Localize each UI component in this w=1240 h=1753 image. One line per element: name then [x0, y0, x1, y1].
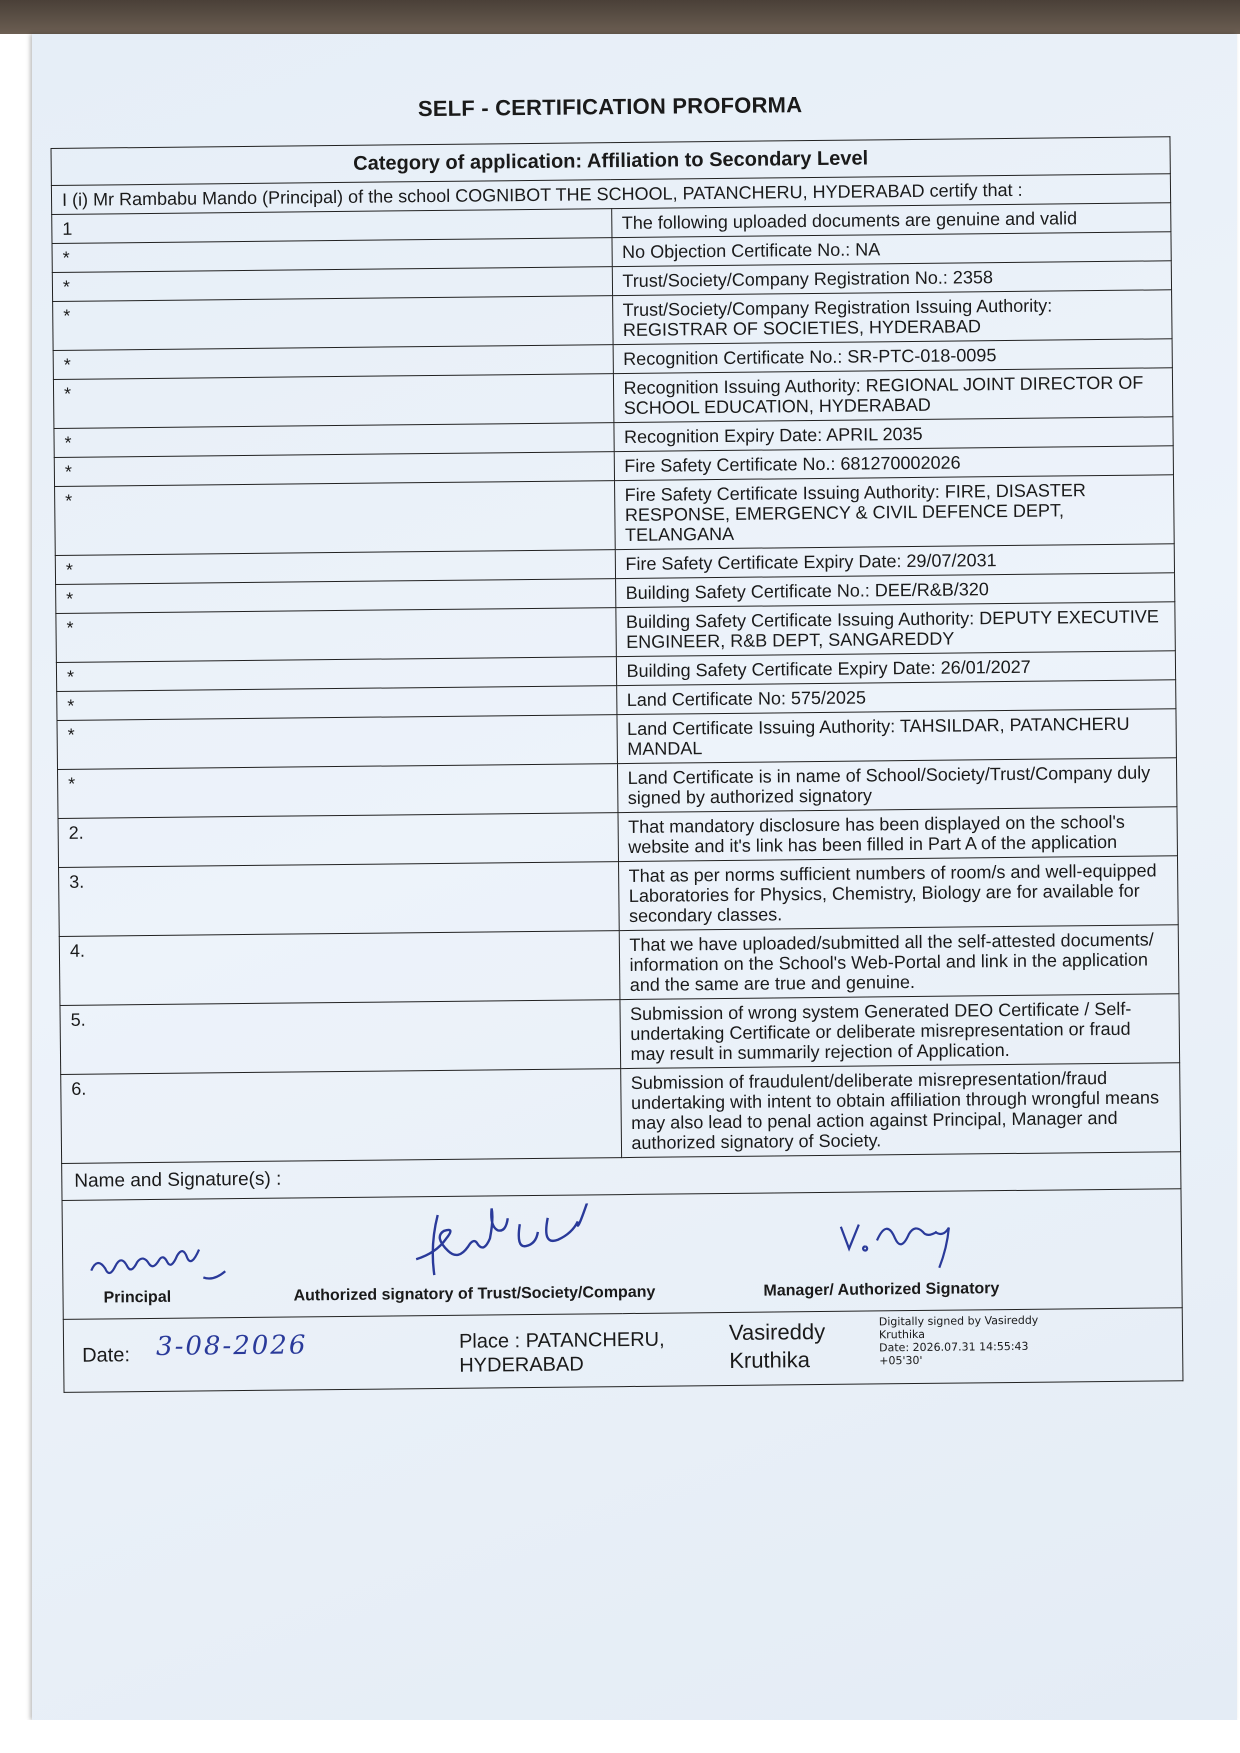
signature-block — [62, 1189, 1182, 1320]
row-number: * — [52, 238, 612, 273]
place-line-1: Place : PATANCHERU, — [458, 1328, 665, 1353]
digital-note-line-4: +05'30' — [879, 1353, 923, 1368]
row-number: * — [55, 481, 615, 556]
photo-background-bottom — [0, 1720, 1240, 1753]
row-number: * — [54, 452, 614, 487]
row-number: * — [56, 579, 616, 614]
row-text: Recognition Issuing Authority: REGIONAL JOINT DIRECTOR OF SCHOOL EDUCATION, HYDERABAD — [613, 368, 1173, 423]
row-text: That we have uploaded/submitted all the self-attested documents/ information on the School's Web-Portal and link in the application and the same are true and genuine. — [619, 925, 1179, 1000]
row-text: That mandatory disclosure has been displayed on the school's website and it's link has been filled in Part A of the application — [617, 807, 1177, 862]
row-text: No Objection Certificate No.: NA — [611, 232, 1171, 267]
principal-signature-icon — [85, 1239, 236, 1291]
row-text: Building Safety Certificate Expiry Date: 26/01/2027 — [616, 651, 1176, 686]
certification-table — [51, 136, 1184, 1393]
document-title: SELF - CERTIFICATION PROFORMA — [417, 92, 803, 122]
row-number: 2. — [58, 813, 618, 868]
table-row — [60, 994, 1180, 1075]
row-number: * — [54, 423, 614, 458]
row-number: 4. — [59, 931, 619, 1006]
manager-signature-icon — [833, 1211, 984, 1273]
row-text: Trust/Society/Company Registration Issuing Authority: REGISTRAR OF SOCIETIES, HYDERABAD — [612, 290, 1172, 345]
table-row — [59, 925, 1179, 1006]
digital-name-line-1: Vasireddy — [728, 1318, 826, 1345]
photo-background-top — [0, 0, 1240, 34]
row-number: * — [53, 374, 613, 429]
trust-signature-icon — [408, 1203, 619, 1285]
place-line-2: HYDERABAD — [459, 1353, 584, 1377]
table-row — [61, 1063, 1181, 1164]
row-number: 1 — [52, 209, 612, 244]
row-number: * — [57, 686, 617, 721]
row-text: Land Certificate No: 575/2025 — [616, 680, 1176, 715]
table-row — [59, 856, 1179, 937]
certification-intro: I (i) Mr Rambabu Mando (Principal) of the school COGNIBOT THE SCHOOL, PATANCHERU, HYDERABAD certify that : — [51, 174, 1170, 215]
digital-signature-note — [879, 1314, 1050, 1368]
row-number: * — [53, 345, 613, 380]
row-number: * — [58, 764, 618, 819]
principal-label: Principal — [103, 1288, 172, 1307]
row-text: Recognition Expiry Date: APRIL 2035 — [613, 417, 1173, 452]
digital-name-line-2: Kruthika — [729, 1347, 811, 1373]
row-number: 6. — [61, 1069, 621, 1164]
table-row — [55, 475, 1175, 556]
row-number: * — [56, 608, 616, 663]
row-number: * — [56, 657, 616, 692]
row-text: Submission of wrong system Generated DEO Certificate / Self-undertaking Certificate or deliberate misrepresentation or fraud may result in summarily rejection of Application. — [619, 994, 1179, 1069]
footer-row — [63, 1308, 1183, 1393]
row-number: * — [52, 267, 612, 302]
row-text: Land Certificate is in name of School/Society/Trust/Company duly signed by authorized signatory — [617, 758, 1177, 813]
row-text: Fire Safety Certificate Expiry Date: 29/07/2031 — [615, 544, 1175, 579]
row-number: * — [53, 296, 613, 351]
row-text: Trust/Society/Company Registration No.: 2358 — [612, 261, 1172, 296]
digital-note-line-1: Digitally signed by Vasireddy — [878, 1313, 1039, 1329]
place-field — [459, 1328, 665, 1378]
trust-signatory-label: Authorized signatory of Trust/Society/Company — [293, 1283, 656, 1305]
row-text: Building Safety Certificate No.: DEE/R&B/320 — [615, 573, 1175, 608]
digital-note-line-2: Kruthika — [878, 1327, 926, 1342]
digital-signer-name — [729, 1318, 826, 1375]
row-number: 5. — [60, 1000, 620, 1075]
row-text: Recognition Certificate No.: SR-PTC-018-0095 — [613, 339, 1173, 374]
date-value: 3-08-2026 — [155, 1330, 308, 1362]
row-text: Fire Safety Certificate Issuing Authority: FIRE, DISASTER RESPONSE, EMERGENCY & CIVIL DEFENCE DEPT, TELANGANA — [614, 475, 1174, 550]
manager-signatory-label: Manager/ Authorized Signatory — [763, 1280, 1000, 1300]
category-heading: Category of application: Affiliation to Secondary Level — [51, 137, 1170, 186]
row-text: Fire Safety Certificate No.: 681270002026 — [614, 446, 1174, 481]
row-text: The following uploaded documents are genuine and valid — [611, 203, 1171, 238]
row-text: Building Safety Certificate Issuing Authority: DEPUTY EXECUTIVE ENGINEER, R&B DEPT, SANGAREDDY — [615, 602, 1175, 657]
row-number: * — [57, 715, 617, 770]
digital-note-line-3: Date: 2026.07.31 14:55:43 — [879, 1339, 1029, 1355]
row-text: Land Certificate Issuing Authority: TAHSILDAR, PATANCHERU MANDAL — [616, 709, 1176, 764]
date-label: Date: — [82, 1344, 131, 1367]
row-text: Submission of fraudulent/deliberate misrepresentation/fraud undertaking with intent to obtain affiliation through wrongful means may also lead to penal action against Principal, Manager and authorized signatory of Society. — [620, 1063, 1180, 1158]
row-text: That as per norms sufficient numbers of room/s and well-equipped Laboratories for Physics, Chemistry, Biology are for available for secondary classes. — [618, 856, 1178, 931]
row-number: 3. — [59, 862, 619, 937]
row-number: * — [55, 550, 615, 585]
proforma-document — [50, 88, 1183, 1393]
signatures-label: Name and Signature(s) : — [62, 1152, 1181, 1201]
